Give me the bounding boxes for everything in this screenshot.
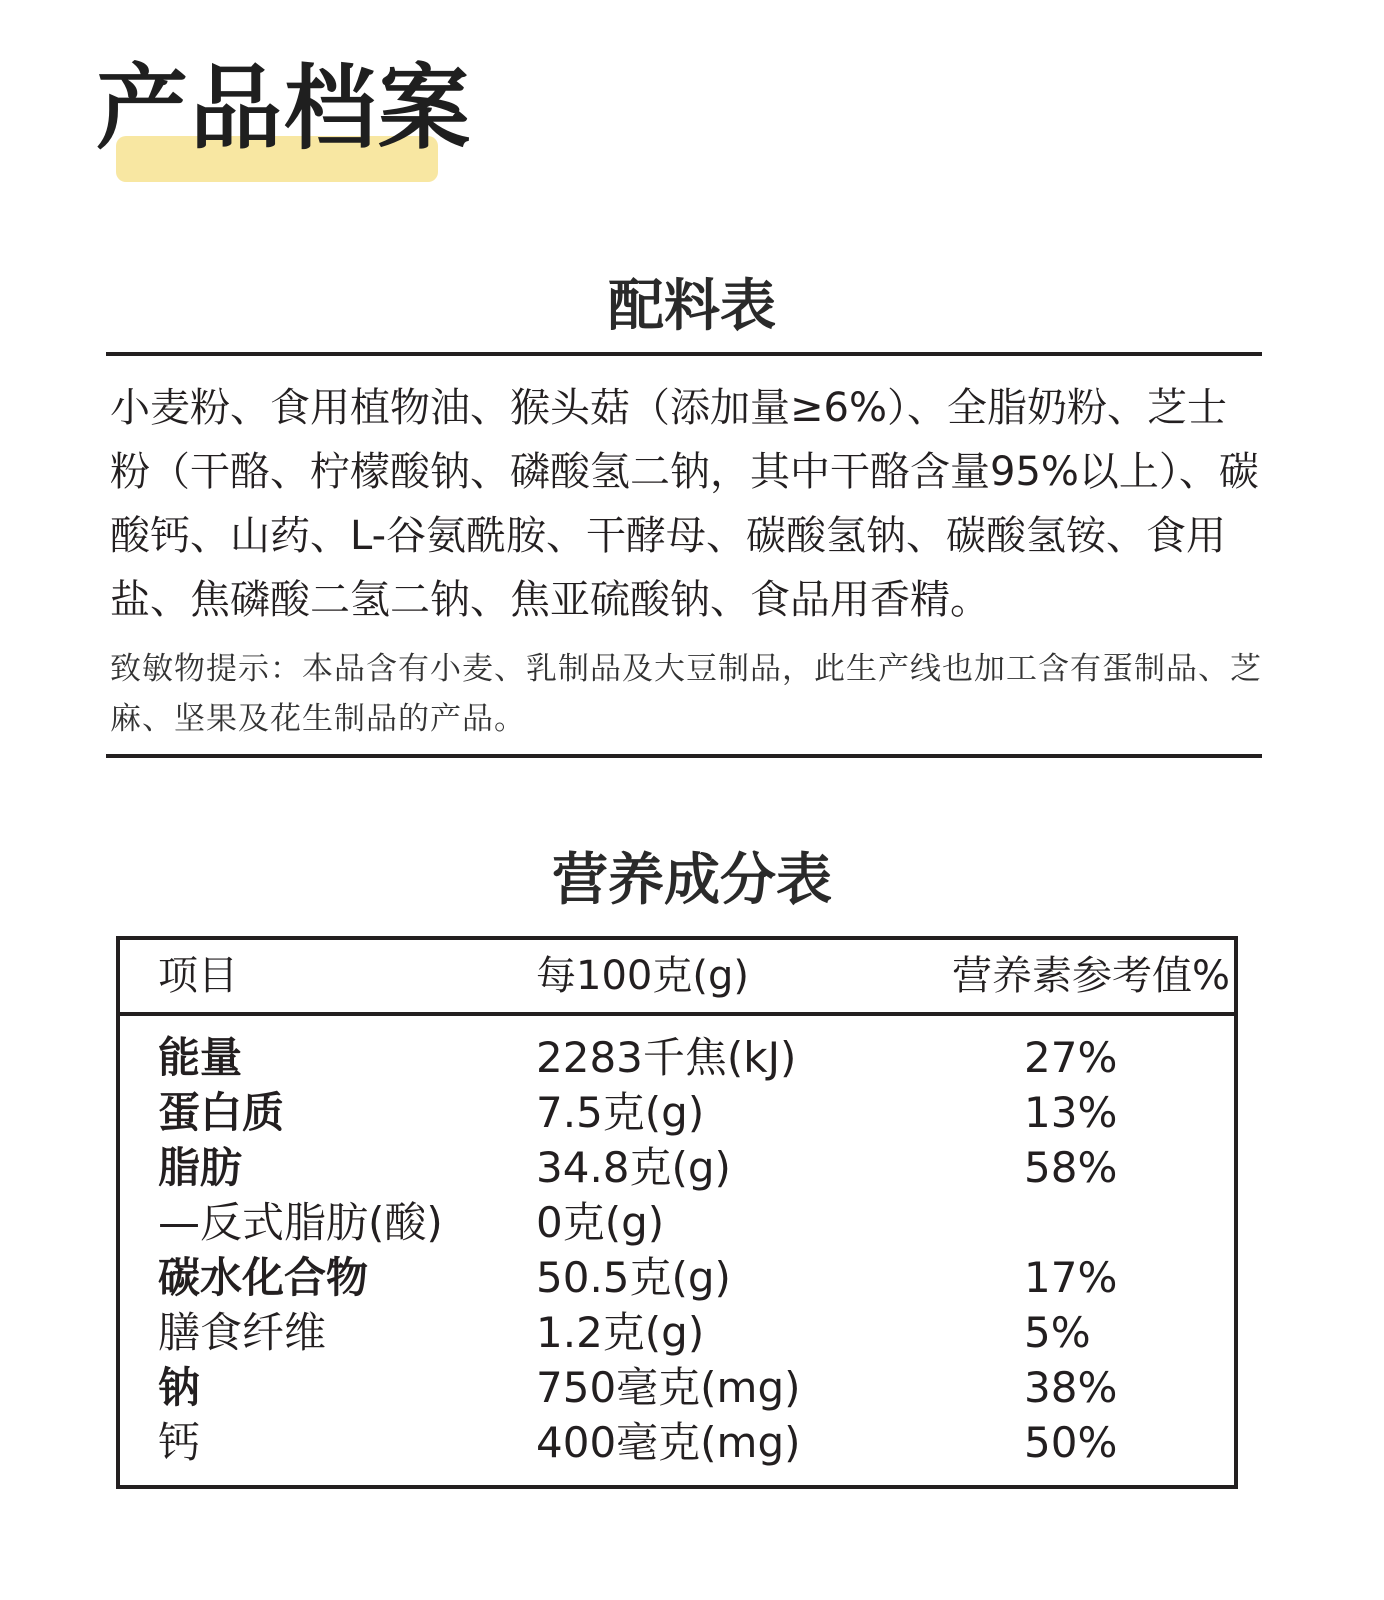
table-row [120, 1305, 1234, 1361]
table-row [120, 1140, 1234, 1196]
page-title: 产品档案 [96, 55, 473, 162]
header-nrv: 营养素参考值% [952, 953, 1231, 999]
row-item: 钙 [158, 1418, 201, 1467]
nutrition-title: 营养成分表 [552, 848, 832, 913]
row-amount: 750毫克(mg) [536, 1363, 801, 1412]
row-nrv: 5% [1024, 1308, 1091, 1357]
ingredients-text: 小麦粉、食用植物油、猴头菇（添加量≥6%）、全脂奶粉、芝士粉（干酪、柠檬酸钠、磷酸氢二钠，其中干酪含量95%以上）、碳酸钙、山药、L-谷氨酰胺、干酵母、碳酸氢钠、碳酸氢铵、食用盐、焦磷酸二氢二钠、焦亚硫酸钠、食品用香精。 [110, 385, 1259, 623]
table-row [120, 1030, 1234, 1086]
row-amount: 34.8克(g) [536, 1143, 731, 1192]
table-row [120, 1085, 1234, 1141]
row-nrv: 38% [1024, 1363, 1118, 1412]
row-item: 脂肪 [158, 1143, 243, 1192]
header-item: 项目 [158, 953, 238, 999]
row-amount: 50.5克(g) [536, 1253, 731, 1302]
nutrition-table [116, 936, 1238, 1489]
row-nrv: 50% [1024, 1418, 1118, 1467]
nutrition-table-header [120, 940, 1234, 1016]
table-row [120, 1195, 1234, 1251]
row-nrv: 17% [1024, 1253, 1118, 1302]
row-nrv: 27% [1024, 1033, 1118, 1082]
row-amount: 400毫克(mg) [536, 1418, 801, 1467]
row-amount: 1.2克(g) [536, 1308, 705, 1357]
header-per-100g: 每100克(g) [536, 953, 749, 999]
row-item: —反式脂肪(酸) [158, 1198, 443, 1247]
row-item: 膳食纤维 [158, 1308, 327, 1357]
row-item: 蛋白质 [158, 1088, 285, 1137]
table-row [120, 1360, 1234, 1416]
table-row [120, 1250, 1234, 1306]
row-item: 碳水化合物 [158, 1253, 369, 1302]
table-row [120, 1415, 1234, 1471]
ingredients-bottom-divider [106, 754, 1262, 758]
row-nrv: 58% [1024, 1143, 1118, 1192]
row-nrv: 13% [1024, 1088, 1118, 1137]
row-item: 钠 [158, 1363, 201, 1412]
row-amount: 2283千焦(kJ) [536, 1033, 797, 1082]
row-amount: 7.5克(g) [536, 1088, 705, 1137]
allergen-notice: 致敏物提示：本品含有小麦、乳制品及大豆制品，此生产线也加工含有蛋制品、芝麻、坚果及花生制品的产品。 [110, 651, 1262, 737]
ingredients-title: 配料表 [608, 274, 776, 339]
row-item: 能量 [158, 1033, 243, 1082]
page-title-block [96, 55, 473, 162]
row-amount: 0克(g) [536, 1198, 665, 1247]
ingredients-top-divider [106, 352, 1262, 356]
